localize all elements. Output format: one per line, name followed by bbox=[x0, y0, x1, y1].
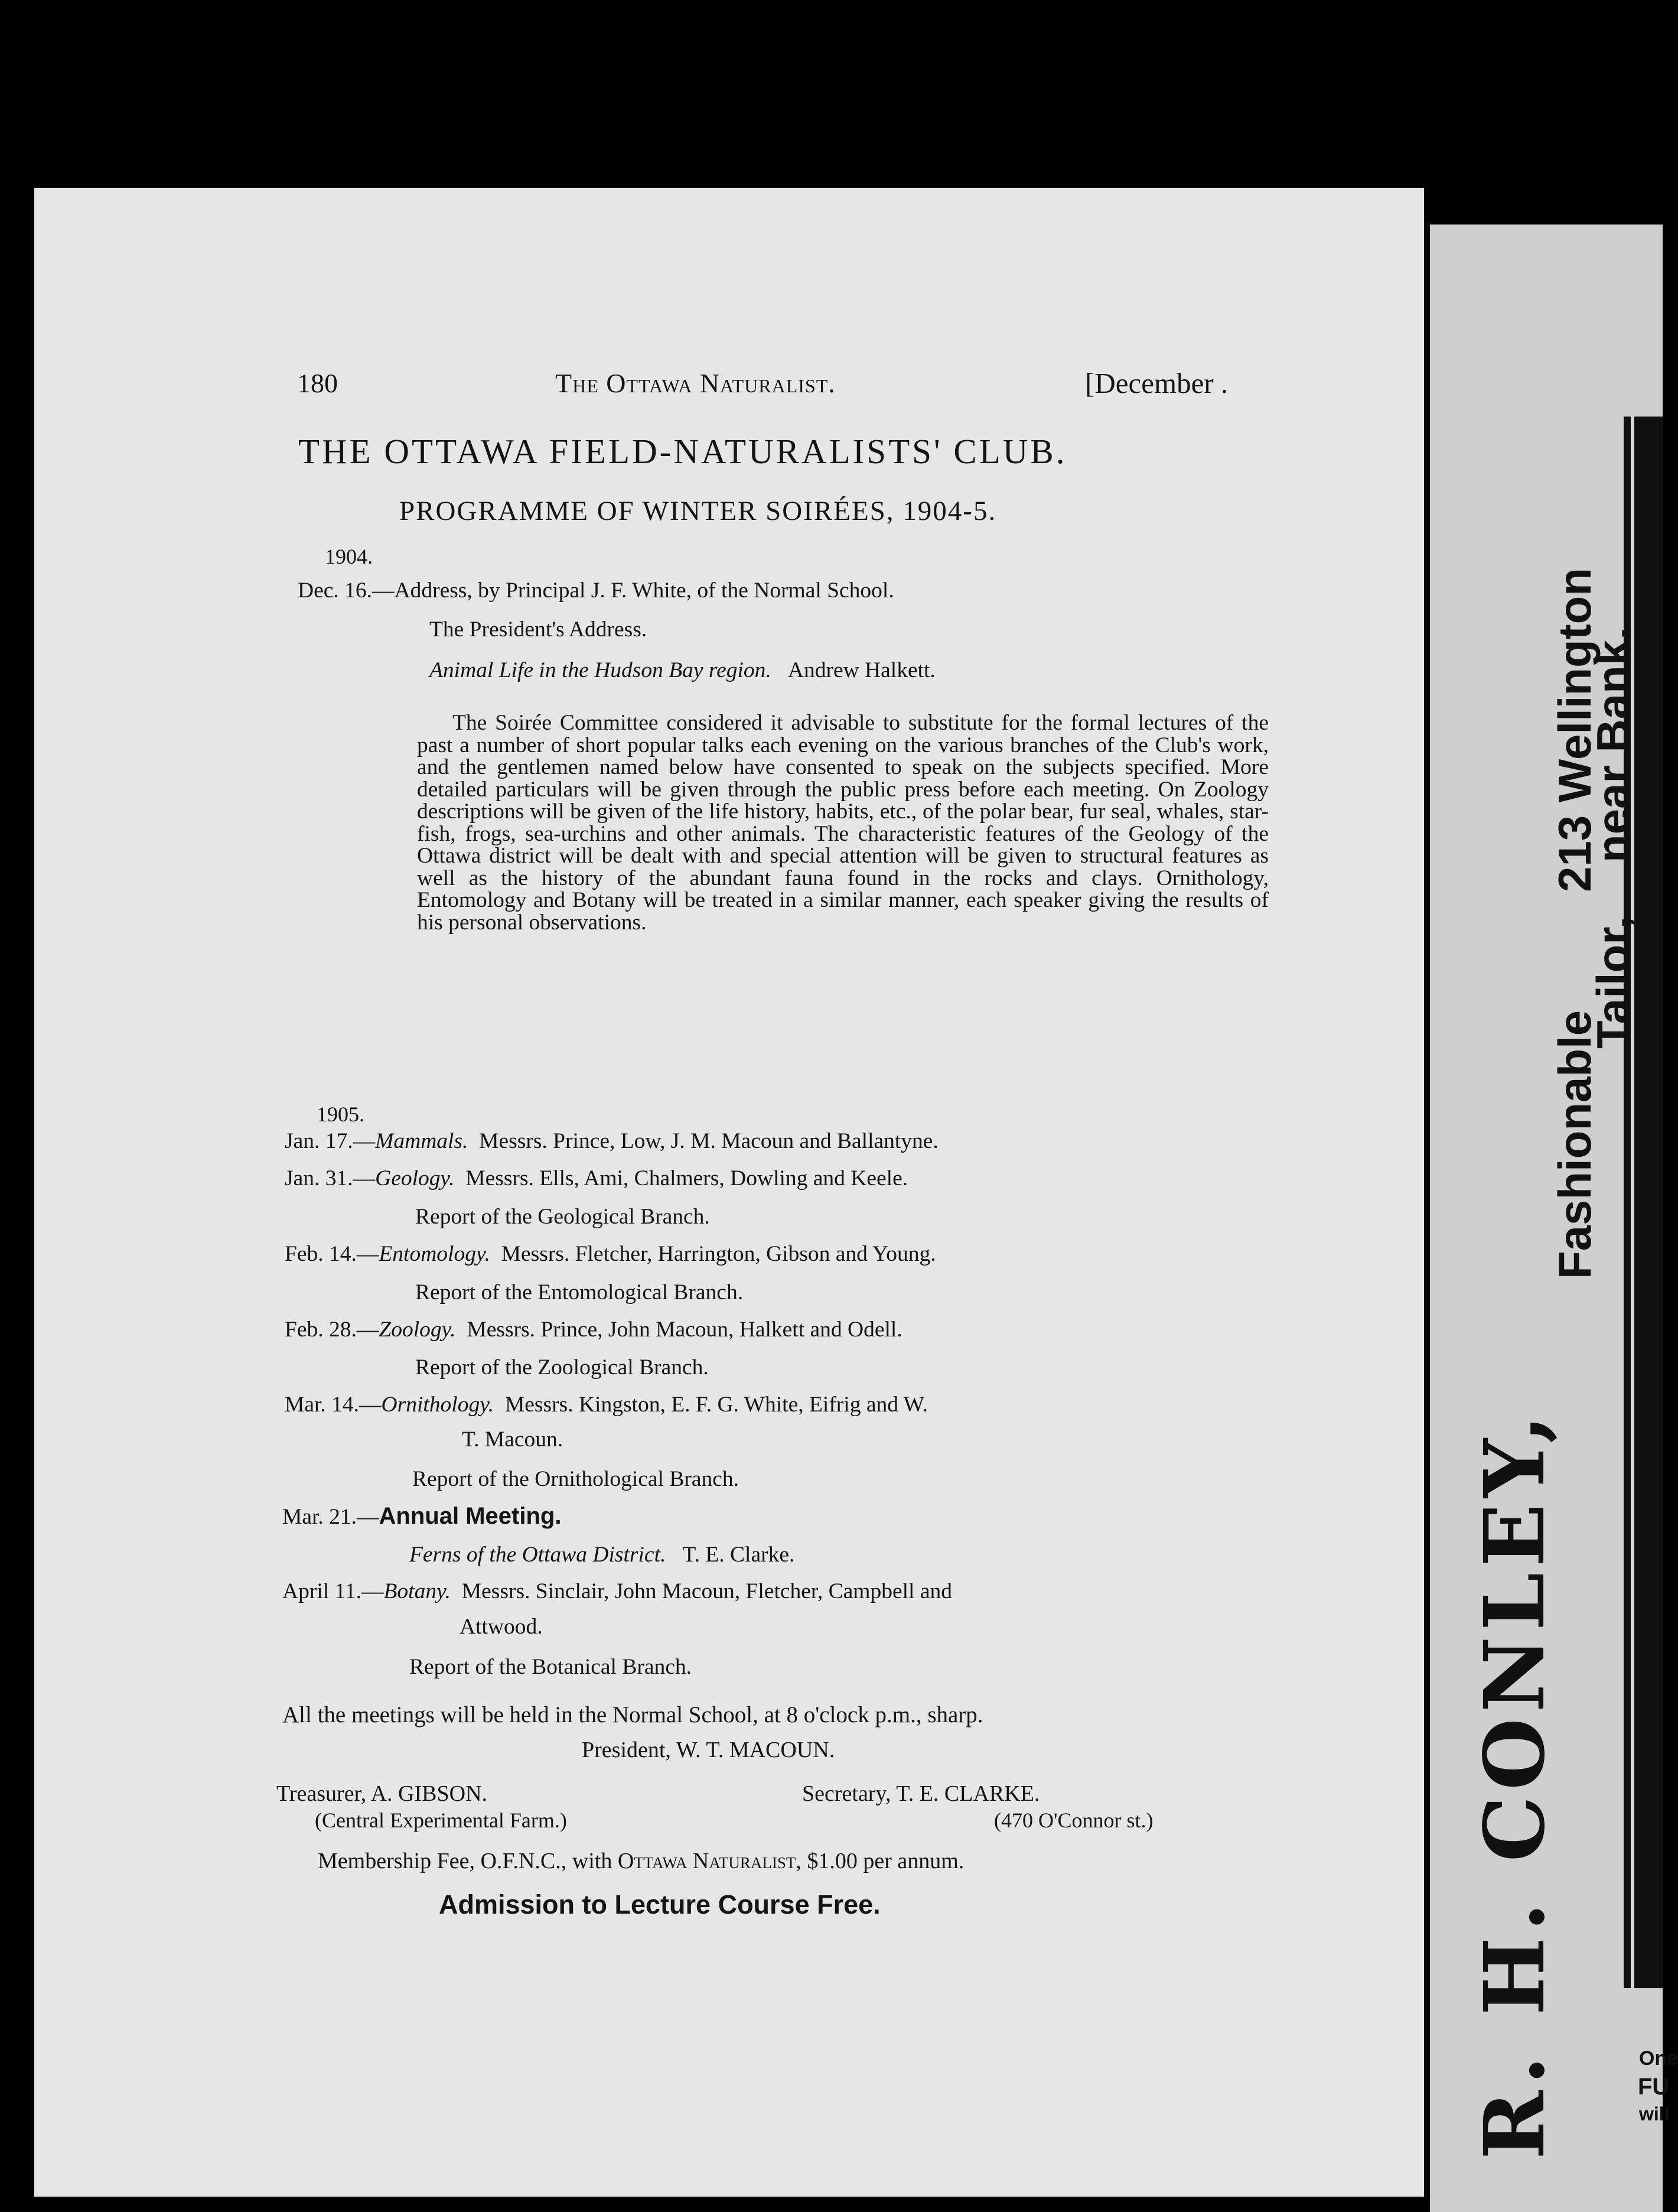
apr11-report: Report of the Botanical Branch. bbox=[409, 1655, 692, 1679]
programme-subtitle: PROGRAMME OF WINTER SOIRÉES, 1904-5. bbox=[399, 496, 997, 526]
mar14-entry bbox=[285, 1392, 928, 1417]
mar14-subject: Ornithology. bbox=[381, 1393, 494, 1417]
feb14-entry bbox=[285, 1241, 936, 1267]
committee-paragraph: The Soirée Committee considered it advisable to substitute for the formal lectures of the past a number of short popular talks each evening on the various branches of the Club's work, and the gentlemen named below have consented to speak on the subjects specified. More detailed particulars will be given through the public press before each meeting. On Zoology descriptions will be given of the life history, habits, etc., of the polar bear, fur seal, whales, star-fish, frogs, sea-urchins and other animals. The characteristic features of the Geology of the Ottawa district will be dealt with and special attention will be given to structural features as well as the history of the abundant fauna found in the rocks and clays. Ornithology, Entomology and Botany will be treated in a similar manner, each speaker giving the results of his personal observations. bbox=[417, 711, 1269, 935]
jan17-subject: Mammals. bbox=[375, 1129, 468, 1153]
mar21-talk-title: Ferns of the Ottawa District. bbox=[409, 1543, 666, 1567]
membership-post: $1.00 per annum. bbox=[807, 1849, 965, 1873]
feb14-report: Report of the Entomological Branch. bbox=[415, 1280, 744, 1305]
dec16-talk bbox=[429, 658, 936, 683]
dec16-date: Dec. 16.— bbox=[298, 578, 395, 603]
jan31-report: Report of the Geological Branch. bbox=[415, 1205, 710, 1229]
feb14-subject: Entomology. bbox=[379, 1242, 490, 1266]
advert-near-bank: near Bank. bbox=[1587, 627, 1639, 863]
feb28-date: Feb. 28.— bbox=[285, 1318, 379, 1342]
jan17-speakers: Messrs. Prince, Low, J. M. Macoun and Ballantyne. bbox=[479, 1129, 939, 1153]
feb14-date: Feb. 14.— bbox=[285, 1242, 379, 1266]
dec16-entry bbox=[298, 578, 894, 603]
year-1904: 1904. bbox=[325, 545, 373, 568]
president-line: President, W. T. MACOUN. bbox=[582, 1738, 835, 1762]
advert-fashionable: Fashionable bbox=[1549, 1010, 1601, 1279]
advert-address: 213 Wellington bbox=[1549, 568, 1601, 892]
dec16-talk-speaker: Andrew Halkett. bbox=[787, 658, 936, 682]
mar21-date: Mar. 21.— bbox=[282, 1505, 379, 1529]
secretary-line: Secretary, T. E. CLARKE. bbox=[802, 1781, 1040, 1806]
mar21-subject: Annual Meeting. bbox=[379, 1503, 562, 1529]
jan31-date: Jan. 31.— bbox=[285, 1166, 376, 1190]
advert-strip bbox=[1430, 225, 1678, 2212]
header-month: [December . bbox=[1085, 367, 1229, 399]
mar21-talk-speaker: T. E. Clarke. bbox=[682, 1543, 795, 1567]
page-number: 180 bbox=[297, 368, 338, 398]
jan17-date: Jan. 17.— bbox=[285, 1129, 376, 1153]
feb28-subject: Zoology. bbox=[379, 1318, 456, 1342]
club-title: THE OTTAWA FIELD-NATURALISTS' CLUB. bbox=[298, 432, 1067, 471]
apr11-date: April 11.— bbox=[282, 1579, 384, 1603]
meetings-note: All the meetings will be held in the Normal School, at 8 o'clock p.m., sharp. bbox=[282, 1702, 983, 1728]
feb14-speakers: Messrs. Fletcher, Harrington, Gibson and Young. bbox=[501, 1242, 936, 1266]
dec16-text: Address, by Principal J. F. White, of the Normal School. bbox=[394, 578, 894, 603]
jan31-speakers: Messrs. Ells, Ami, Chalmers, Dowling and Keele. bbox=[465, 1166, 908, 1190]
admission-note: Admission to Lecture Course Free. bbox=[439, 1889, 881, 1920]
jan31-subject: Geology. bbox=[375, 1166, 455, 1190]
jan31-entry bbox=[285, 1166, 908, 1191]
treasurer-line: Treasurer, A. GIBSON. bbox=[276, 1781, 488, 1806]
membership-fee bbox=[318, 1848, 964, 1874]
membership-journal: Ottawa Naturalist, bbox=[617, 1849, 801, 1873]
apr11-speakers-cont: Attwood. bbox=[460, 1615, 543, 1639]
membership-pre: Membership Fee, O.F.N.C., with bbox=[318, 1849, 612, 1873]
mar14-report: Report of the Ornithological Branch. bbox=[412, 1467, 739, 1491]
mar21-entry bbox=[282, 1503, 561, 1530]
treasurer-address: (Central Experimental Farm.) bbox=[315, 1808, 567, 1832]
dec16-presidents-address: The President's Address. bbox=[429, 617, 647, 642]
mar14-speakers: Messrs. Kingston, E. F. G. White, Eifrig and W. bbox=[504, 1393, 928, 1417]
advert-tailor: Tailor, bbox=[1587, 916, 1639, 1049]
apr11-entry bbox=[282, 1579, 952, 1604]
apr11-subject: Botany. bbox=[383, 1579, 451, 1603]
dec16-talk-title: Animal Life in the Hudson Bay region. bbox=[429, 658, 771, 682]
advert-edge-fu: FU bbox=[1638, 2074, 1670, 2100]
document-page bbox=[34, 188, 1424, 2197]
advert-name: R. H. CONLEY, bbox=[1467, 1408, 1563, 2159]
feb28-speakers: Messrs. Prince, John Macoun, Halkett and Odell. bbox=[467, 1318, 902, 1342]
running-title: The Ottawa Naturalist. bbox=[555, 368, 836, 398]
jan17-entry bbox=[285, 1128, 939, 1154]
mar14-date: Mar. 14.— bbox=[285, 1393, 382, 1417]
feb28-report: Report of the Zoological Branch. bbox=[415, 1355, 709, 1380]
advert-edge-one: One bbox=[1639, 2047, 1678, 2070]
feb28-entry bbox=[285, 1317, 902, 1342]
advert-edge-will: will bbox=[1639, 2103, 1670, 2125]
year-1905: 1905. bbox=[317, 1102, 364, 1126]
mar14-speakers-cont: T. Macoun. bbox=[462, 1427, 563, 1452]
mar21-talk bbox=[409, 1542, 794, 1567]
secretary-address: (470 O'Connor st.) bbox=[994, 1808, 1154, 1832]
apr11-speakers: Messrs. Sinclair, John Macoun, Fletcher, Campbell and bbox=[461, 1579, 952, 1603]
